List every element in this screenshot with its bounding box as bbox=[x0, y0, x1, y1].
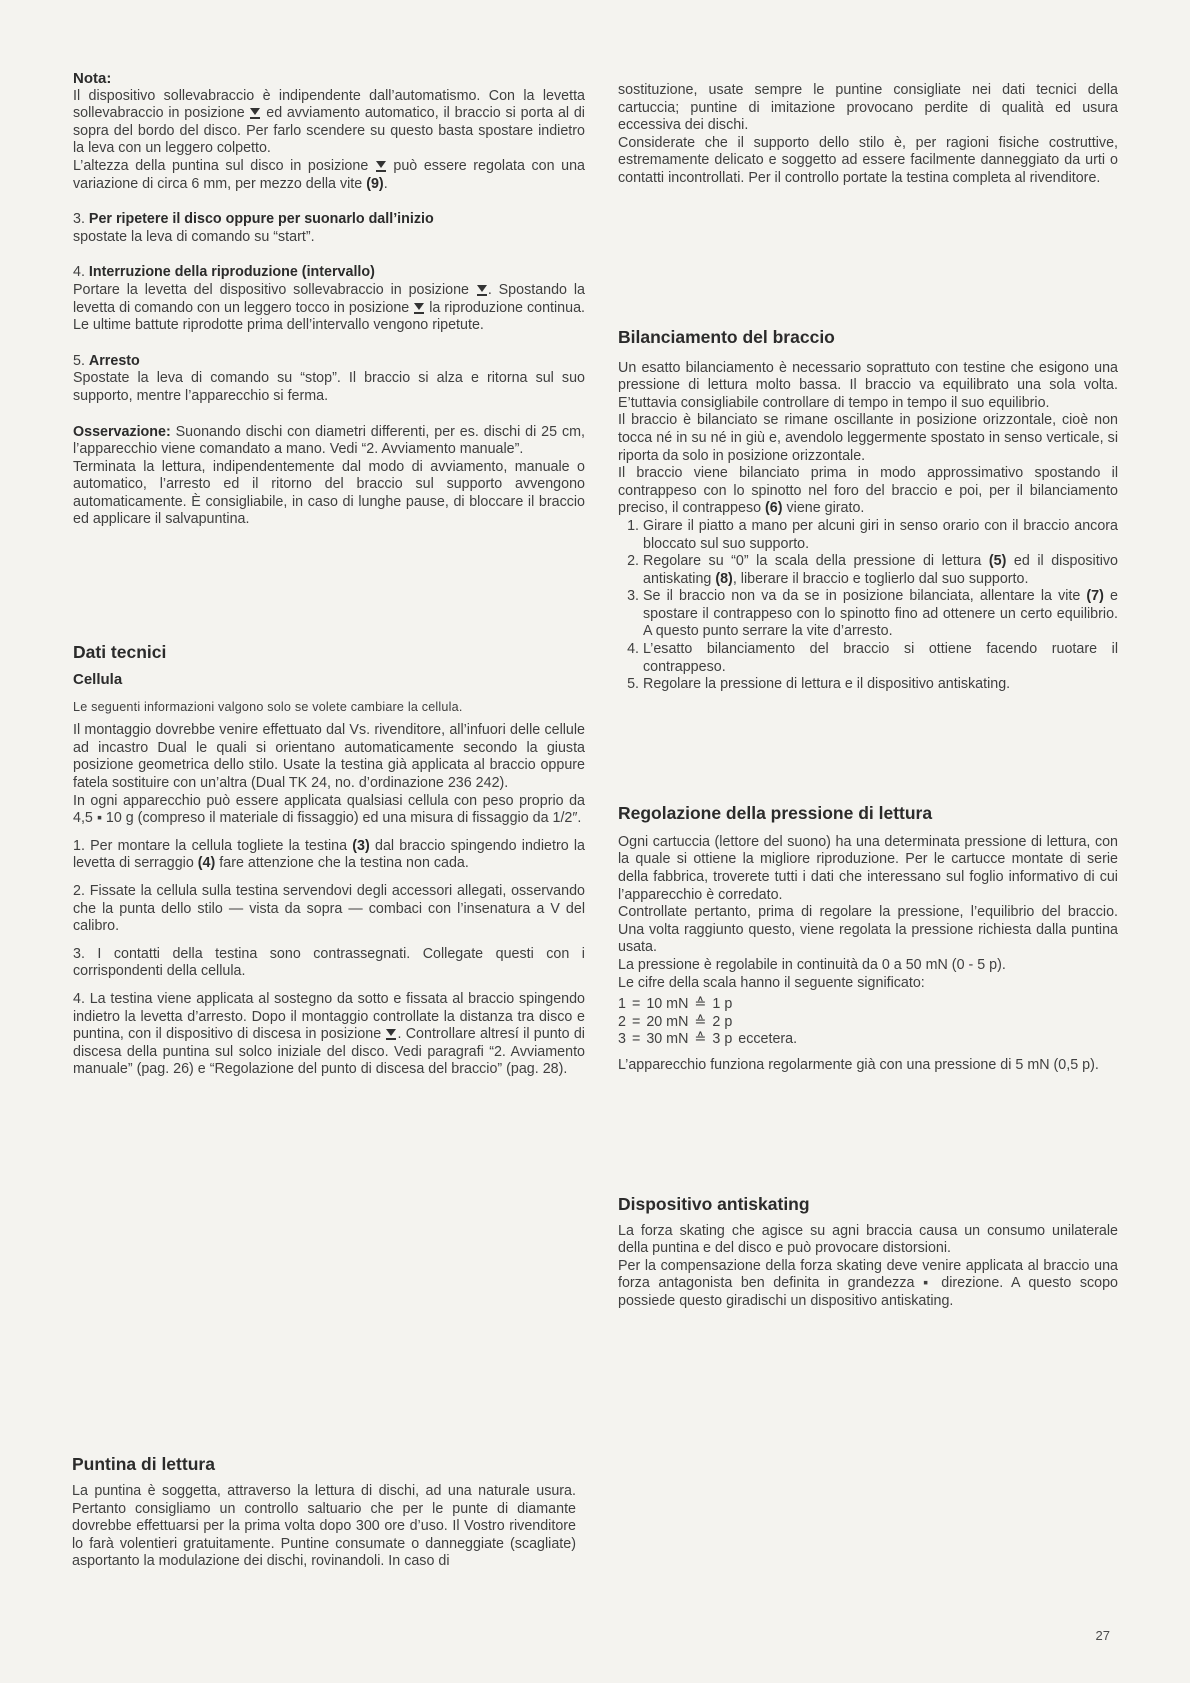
cellula-note: Le seguenti informazioni valgono solo se volete cambiare la cellula. bbox=[73, 699, 463, 714]
item-number: 5. bbox=[73, 352, 85, 369]
bilanciamento-section bbox=[618, 326, 1118, 694]
nota-block bbox=[73, 70, 585, 193]
item-4-text bbox=[73, 282, 585, 335]
scale-cell: eccetera. bbox=[738, 1031, 798, 1048]
item-text: la riproduzione continua. Le ultime battute riprodotte prima dell’intervallo vengono ripetute. bbox=[73, 299, 585, 334]
item-4 bbox=[73, 264, 585, 334]
continuation-paragraph: Considerate che il supporto dello stilo è, per ragioni fisiche costruttive, estremamente delicato e soggetto ad essere facilmente danneggiato da urti o contatti incontrollati. Per il controllo portate la testina completa al rivenditore. bbox=[618, 134, 1118, 186]
nota-text: L’altezza della puntina sul disco in posizione bbox=[73, 157, 369, 174]
bilanciamento-step: 5. Regolare la pressione di lettura e il dispositivo antiskating. bbox=[643, 676, 1118, 694]
item-title: Interruzione della riproduzione (intervallo) bbox=[88, 264, 375, 281]
item-4-heading bbox=[73, 264, 585, 282]
dati-tecnici-section bbox=[73, 641, 585, 1079]
part-reference: (8) bbox=[715, 570, 733, 587]
step-text: dal braccio spingendo indietro la levetta di serraggio bbox=[73, 837, 585, 872]
step-text: Regolare su “0” la scala della pressione di lettura bbox=[643, 553, 982, 570]
nota-paragraph-2 bbox=[73, 158, 585, 193]
bilanciamento-paragraph: Un esatto bilanciamento è necessario soprattuto con testine che esigono una pressione di lettura molto bassa. Il braccio va equilibrato una sola volta. E’tuttavia consigliabile controllare di tempo in tempo il suo equilibrio. bbox=[618, 359, 1118, 411]
lowered-position-icon bbox=[414, 302, 424, 314]
left-column bbox=[73, 70, 585, 1079]
part-reference: (3) bbox=[352, 837, 370, 854]
section-title: Puntina di lettura bbox=[72, 1454, 215, 1474]
part-reference: (5) bbox=[988, 553, 1007, 570]
regolazione-paragraph: Ogni cartuccia (lettore del suono) ha una determinata pressione di lettura, con la quale si ottiene la migliore riproduzione. Per le cartucce montate di serie della fabbrica, troverete tutti i dati che interessano sul foglio informativo di cui l’apparecchio è corredato. bbox=[618, 833, 1118, 903]
scale-cell bbox=[738, 996, 803, 1014]
scale-cell: 20 mN bbox=[646, 1013, 689, 1030]
item-3 bbox=[73, 211, 585, 246]
item-3-text: spostate la leva di comando su “start”. bbox=[73, 228, 315, 245]
scale-cell: 2 bbox=[618, 1013, 626, 1030]
item-title: Per ripetere il disco oppure per suonarlo dall’inizio bbox=[88, 211, 434, 228]
step-text: 4. La testina viene applicata al sostegno da sotto e fissata al braccio spingendo indietro la levetta d’arresto. Dopo il montaggio controllate la distanza tra disco e puntina, con il dispositivo di discesa in posizione bbox=[73, 990, 585, 1043]
bilanciamento-text: viene girato. bbox=[786, 500, 865, 517]
scale-cell: 10 mN bbox=[646, 996, 689, 1013]
section-title: Bilanciamento del braccio bbox=[618, 326, 835, 347]
scale-cell: 1 bbox=[618, 996, 626, 1013]
item-5-text: Spostate la leva di comando su “stop”. Il braccio si alza e ritorna sul suo supporto, mentre l’apparecchio si ferma. bbox=[73, 370, 585, 404]
step-text: Se il braccio non va da se in posizione bilanciata, allentare la vite bbox=[643, 588, 1081, 605]
item-text: . Spostando la levetta di comando con un leggero tocco in posizione bbox=[73, 281, 585, 316]
section-title: Regolazione della pressione di lettura bbox=[618, 802, 933, 823]
item-5-heading bbox=[73, 353, 585, 371]
part-reference: (7) bbox=[1086, 588, 1104, 605]
step-text: ed il dispositivo antiskating bbox=[643, 553, 1118, 587]
nota-text: . bbox=[383, 175, 388, 192]
lowered-position-icon bbox=[250, 107, 260, 119]
item-number: 3. bbox=[73, 211, 85, 228]
step-text: , liberare il braccio e toglierlo dal suo supporto. bbox=[732, 570, 1029, 587]
bilanciamento-steps bbox=[618, 518, 1118, 694]
scale-cell: 30 mN bbox=[646, 1031, 689, 1048]
nota-text: può essere regolata con una variazione di circa 6 mm, per mezzo della vite bbox=[73, 157, 585, 192]
part-reference: (4) bbox=[197, 855, 216, 872]
scale-cell: ≙ bbox=[694, 1013, 707, 1030]
antiskating-section bbox=[618, 1193, 1118, 1311]
page-number: 27 bbox=[1095, 1628, 1110, 1643]
section-title: Dati tecnici bbox=[73, 642, 167, 663]
puntina-text: La puntina è soggetta, attraverso la lettura di dischi, ad una naturale usura. Pertanto consigliamo un controllo saltuario che per le punte di diamante dovrebbe effettuarsi per la prima volta dopo 300 ore d’uso. Il Vostro rivenditore lo farà volentieri gratuitamente. Puntine consumate o danneggiate (scagliate) asportanto la modulazione dei dischi, rovinandoli. In caso di bbox=[72, 1483, 576, 1570]
scale-cell: ≙ bbox=[694, 996, 707, 1013]
scale-cell: = bbox=[631, 1031, 641, 1048]
cellula-paragraph: In ogni apparecchio può essere applicata qualsiasi cellula con peso proprio da 4,5 ▪ 10 g (compreso il materiale di fissaggio) ed una misura di fissaggio da 1/2″. bbox=[73, 792, 585, 827]
scale-cell: ≙ bbox=[694, 1031, 707, 1048]
scale-table bbox=[618, 996, 803, 1049]
scale-cell: 3 p bbox=[712, 1031, 733, 1048]
antiskating-paragraph: La forza skating che agisce su agni braccia causa un consumo unilaterale della puntina e del disco e può provocare distorsioni. bbox=[618, 1222, 1118, 1257]
cellula-step-1 bbox=[73, 838, 585, 873]
scale-cell: 2 p bbox=[712, 1013, 733, 1030]
cellula-step-4 bbox=[73, 991, 585, 1079]
step-text: . Controllare altresí il punto di discesa della puntina sul solco iniziale del disco. Vedi paragrafi “2. Avviamento manuale” (pag. 26) e “Regolazione del punto di discesa del braccio” (pag. 28). bbox=[73, 1026, 585, 1078]
regolazione-paragraph: La pressione è regolabile in continuità da 0 a 50 mN (0 - 5 p). bbox=[618, 957, 1006, 973]
osservazione-paragraph bbox=[73, 424, 585, 459]
bilanciamento-step bbox=[643, 588, 1118, 641]
section-title: Dispositivo antiskating bbox=[618, 1193, 810, 1214]
regolazione-paragraph: Controllate pertanto, prima di regolare la pressione, l’equilibrio del braccio. Una volta raggiunto questo, viene regolata la pressione richiesta dalla puntina usata. bbox=[618, 904, 1118, 956]
osservazione-title: Osservazione: bbox=[73, 423, 171, 440]
item-title: Arresto bbox=[88, 352, 140, 369]
osservazione-text: Suonando dischi con diametri differenti, per es. dischi di 25 cm, l’apparecchio viene comandato a mano. Vedi “2. Avviamento manuale”. bbox=[73, 423, 585, 458]
raised-position-icon bbox=[477, 284, 487, 296]
bilanciamento-step bbox=[643, 553, 1118, 588]
cellula-step-3: 3. I contatti della testina sono contrassegnati. Collegate questi con i corrispondenti della cellula. bbox=[73, 945, 585, 980]
continuation-paragraph: sostituzione, usate sempre le puntine consigliate nei dati tecnici della cartuccia; puntine di imitazione provocano perdite di qualità ed usura eccessiva dei dischi. bbox=[618, 82, 1118, 134]
bilanciamento-step: 1. Girare il piatto a mano per alcuni giri in senso orario con il braccio ancora bloccato sul suo supporto. bbox=[643, 518, 1118, 553]
antiskating-paragraph: Per la compensazione della forza skating deve venire applicata al braccio una forza antagonista ben definita in grandezza ▪ direzione. A questo scopo possiede questo giradischi un dispositivo antiskating. bbox=[618, 1257, 1118, 1309]
scale-cell: = bbox=[631, 996, 641, 1013]
subsection-title: Cellula bbox=[73, 671, 123, 689]
puntina-section bbox=[72, 1453, 576, 1571]
item-text: Portare la levetta del dispositivo sollevabraccio in posizione bbox=[73, 281, 469, 298]
part-reference: (6) bbox=[765, 500, 783, 517]
scale-cell: = bbox=[631, 1013, 641, 1030]
cellula-paragraph: Il montaggio dovrebbe venire effettuato dal Vs. rivenditore, all’infuori delle cellule ad incastro Dual le quali si orientano automaticamente secondo la giusta posizione geometrica dello stilo. Usate la testina già applicata al braccio oppure fatela sostituire con un’altra (Dual TK 24, no. d’ordinazione 236 242). bbox=[73, 722, 585, 792]
bilanciamento-paragraph bbox=[618, 465, 1118, 518]
cellula-step-2: 2. Fissate la cellula sulla testina servendovi degli accessori allegati, osservando che la punta dello stilo — vista da sopra — combaci con l’insenatura a V del calibro. bbox=[73, 883, 585, 935]
regolazione-paragraph: Le cifre della scala hanno il seguente significato: bbox=[618, 974, 925, 991]
item-3-heading bbox=[73, 211, 585, 229]
part-reference: (9) bbox=[366, 175, 384, 192]
nota-text: Il dispositivo sollevabraccio è indipendente dall’automatismo. Con la levetta sollevabraccio in posizione bbox=[73, 87, 585, 122]
scale-row bbox=[618, 1014, 803, 1032]
nota-text: ed avviamento automatico, il braccio si porta al di sopra del bordo del disco. Per farlo scendere su questo basta spostare indietro la leva con un leggero colpetto. bbox=[73, 105, 585, 157]
regolazione-section bbox=[618, 802, 1118, 1075]
scale-row bbox=[618, 1031, 803, 1049]
lowered-position-icon bbox=[376, 160, 386, 172]
right-column bbox=[618, 82, 1118, 1311]
step-text: e spostare il contrappeso con lo spinotto fino ad ottenere un certo equilibrio. A questo punto serrare la vite d’arresto. bbox=[643, 588, 1118, 640]
nota-paragraph-1 bbox=[73, 88, 585, 158]
osservazione-text: Terminata la lettura, indipendentemente dal modo di avviamento, manuale o automatico, l’arresto ed il ritorno del braccio sul supporto avvengono automaticamente. È consigliabile, in caso di lunghe pause, di bloccare il braccio ed applicare il salvapuntina. bbox=[73, 458, 585, 528]
scale-cell: 3 bbox=[618, 1031, 626, 1048]
nota-title: Nota: bbox=[73, 70, 112, 87]
item-number: 4. bbox=[73, 264, 85, 281]
bilanciamento-text: Il braccio viene bilanciato prima in modo approssimativo spostando il contrappeso con lo spinotto nel foro del braccio e poi, per il bilanciamento preciso, il contrappeso bbox=[618, 465, 1118, 517]
lowered-position-icon bbox=[386, 1028, 396, 1040]
step-text: fare attenzione che la testina non cada. bbox=[219, 855, 469, 872]
scale-row bbox=[618, 996, 803, 1014]
bilanciamento-paragraph: Il braccio è bilanciato se rimane oscillante in posizione orizzontale, cioè non tocca né in su né in giù e, avendolo leggermente spostato in senso verticale, si riporta da solo in posizione orizzontale. bbox=[618, 412, 1118, 464]
scale-cell bbox=[738, 1014, 803, 1032]
osservazione-block bbox=[73, 424, 585, 530]
scale-cell: 1 p bbox=[712, 996, 733, 1013]
regolazione-paragraph: L’apparecchio funziona regolarmente già con una pressione di 5 mN (0,5 p). bbox=[618, 1056, 1099, 1073]
item-5 bbox=[73, 353, 585, 406]
step-text: 1. Per montare la cellula togliete la testina bbox=[73, 837, 348, 854]
bilanciamento-step: 4. L’esatto bilanciamento del braccio si ottiene facendo ruotare il contrappeso. bbox=[643, 641, 1118, 676]
continuation-block bbox=[618, 82, 1118, 188]
